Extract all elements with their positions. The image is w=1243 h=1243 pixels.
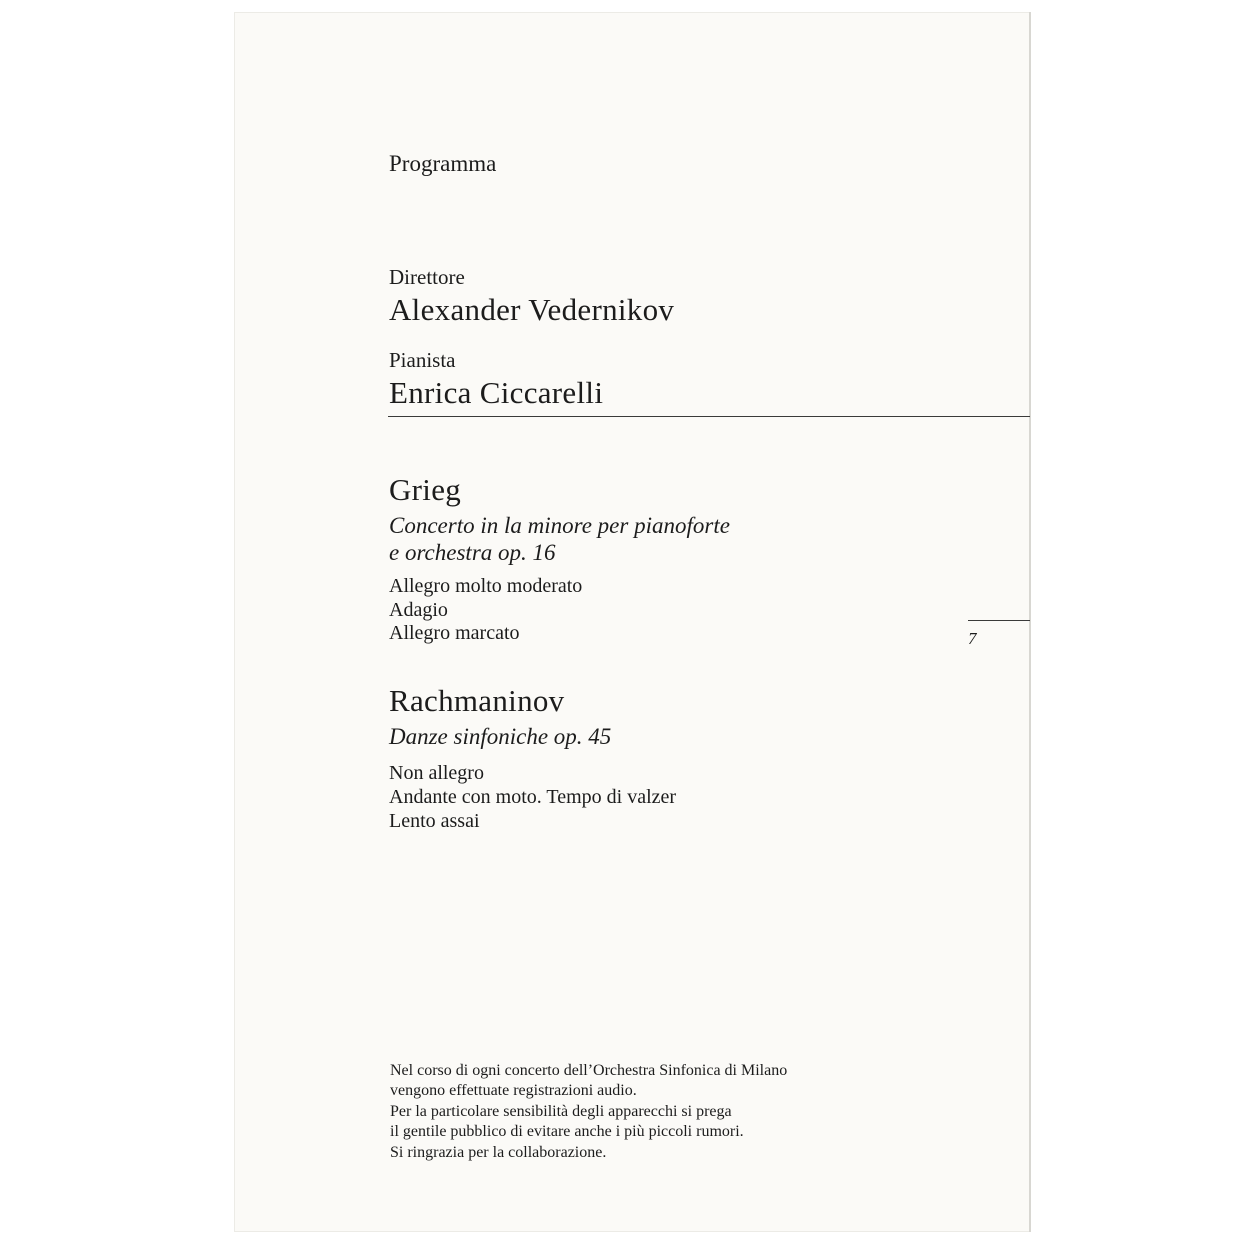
work-title-line: Danze sinfoniche op. 45 xyxy=(389,724,612,749)
pianist-name: Enrica Ciccarelli xyxy=(389,375,604,410)
page-edge xyxy=(1029,12,1031,1232)
composer-rachmaninov: Rachmaninov xyxy=(389,683,565,718)
notice-line: il gentile pubblico di evitare anche i più piccoli rumori. xyxy=(390,1123,744,1140)
composer-grieg: Grieg xyxy=(389,472,462,507)
movement-item: Non allegro xyxy=(389,762,484,784)
movement-item: Allegro molto moderato xyxy=(389,575,583,597)
notice-line: vengono effettuate registrazioni audio. xyxy=(390,1082,637,1099)
work-title-line: e orchestra op. 16 xyxy=(389,540,556,565)
page-number-rule xyxy=(968,620,1030,621)
work-title-line: Concerto in la minore per pianoforte xyxy=(389,513,730,538)
program-page xyxy=(234,12,1030,1232)
movement-item: Lento assai xyxy=(389,810,480,832)
notice-line: Per la particolare sensibilità degli apparecchi si prega xyxy=(390,1103,732,1120)
notice-line: Si ringrazia per la collaborazione. xyxy=(390,1144,607,1161)
notice-line: Nel corso di ogni concerto dell’Orchestra Sinfonica di Milano xyxy=(390,1062,788,1079)
section-heading: Programma xyxy=(389,151,497,176)
movement-item: Adagio xyxy=(389,599,448,621)
pianist-role: Pianista xyxy=(389,348,456,372)
conductor-role: Direttore xyxy=(389,265,465,289)
divider-rule xyxy=(388,416,1030,417)
movement-item: Allegro marcato xyxy=(389,622,520,644)
movement-item: Andante con moto. Tempo di valzer xyxy=(389,786,677,808)
page-number: 7 xyxy=(968,629,977,648)
conductor-name: Alexander Vedernikov xyxy=(389,292,675,327)
